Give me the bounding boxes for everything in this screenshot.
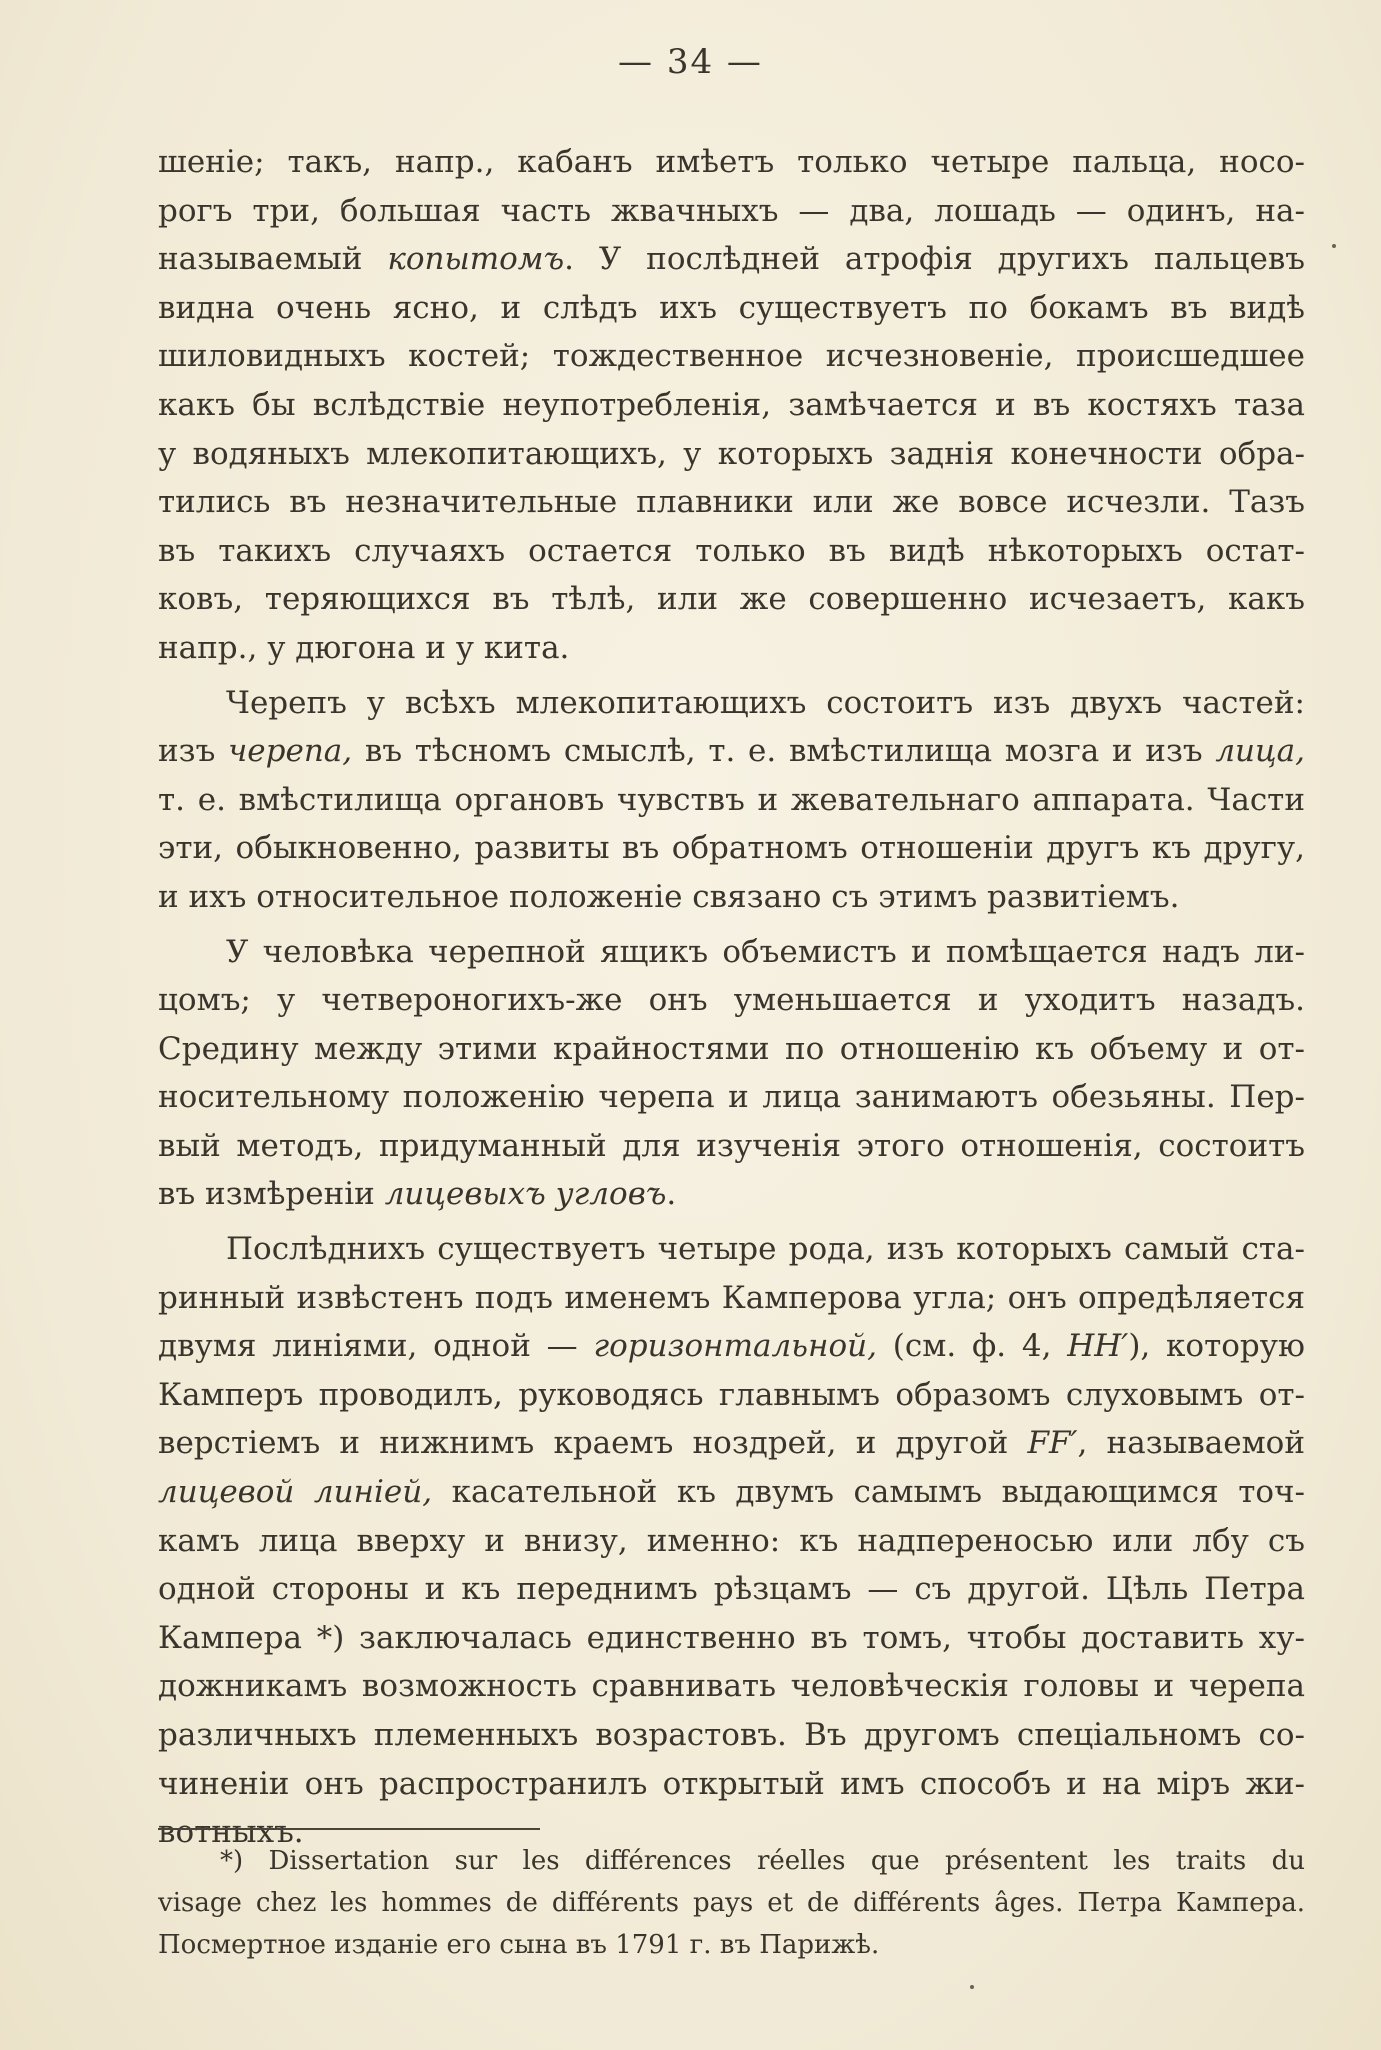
text-line: носительному положенiю черепа и лица занимаютъ обезьяны. Пер-	[158, 1079, 1305, 1116]
text-line: рогъ три, большая часть жвачныхъ — два, лошадь — одинъ, на-	[158, 192, 1305, 229]
text-line: напр., у дюгона и у кита.	[158, 629, 570, 666]
text-line: дожникамъ возможность сравнивать человѣческiя головы и черепа	[158, 1668, 1305, 1705]
text-line: Кампера *) заключалась единственно въ томъ, чтобы доставить ху-	[158, 1619, 1305, 1656]
text-line: въ измѣренiи лицевыхъ угловъ.	[158, 1176, 677, 1213]
paper-speck	[1332, 244, 1336, 248]
text-line: одной стороны и къ переднимъ рѣзцамъ — съ другой. Цѣль Петра	[158, 1571, 1305, 1608]
text-line: вый методъ, придуманный для изученiя этого отношенiя, состоитъ	[158, 1127, 1305, 1164]
footnote-line: visage chez les hommes de différents pays et de différents âges. Петра Кампера.	[158, 1888, 1305, 1918]
text-line: У человѣка черепной ящикъ объемистъ и помѣщается надъ ли-	[226, 933, 1305, 970]
footnote-divider	[158, 1828, 540, 1830]
text-line: верстiемъ и нижнимъ краемъ ноздрей, и другой FF′, называемой	[158, 1425, 1305, 1462]
text-line: видна очень ясно, и слѣдъ ихъ существуетъ по бокамъ въ видѣ	[158, 289, 1305, 326]
text-line: ковъ, теряющихся въ тѣлѣ, или же совершенно исчезаетъ, какъ	[158, 581, 1305, 618]
text-line: и ихъ относительное положенiе связано съ этимъ развитiемъ.	[158, 878, 1180, 915]
paper-speck	[970, 1985, 974, 1989]
text-line: различныхъ племенныхъ возрастовъ. Въ другомъ спецiальномъ со-	[158, 1717, 1305, 1753]
text-line: вотныхъ.	[158, 1814, 304, 1851]
text-line: Средину между этими крайностями по отношенiю къ объему и от-	[158, 1030, 1305, 1067]
text-line: цомъ; у четвероногихъ-же онъ уменьшается и уходитъ назадъ.	[158, 982, 1305, 1019]
text-line: у водяныхъ млекопитающихъ, у которыхъ заднiя конечности обра-	[158, 435, 1305, 472]
text-line: ринный извѣстенъ подъ именемъ Камперова угла; онъ опредѣляется	[158, 1279, 1305, 1316]
text-line: лицевой линiей, касательной къ двумъ самымъ выдающимся точ-	[158, 1474, 1305, 1511]
footnote-line: *) Dissertation sur les différences réelles que présentent les traits du	[220, 1846, 1305, 1876]
text-line: шенiе; такъ, напр., кабанъ имѣетъ только четыре пальца, носо-	[158, 144, 1305, 180]
footnote-line: Посмертное изданiе его сына въ 1791 г. въ Парижѣ.	[158, 1930, 880, 1960]
text-line: Послѣднихъ существуетъ четыре рода, изъ которыхъ самый ста-	[226, 1231, 1305, 1268]
text-line: т. е. вмѣстилища органовъ чувствъ и жевательнаго аппарата. Части	[158, 781, 1305, 818]
text-line: называемый копытомъ. У послѣдней атрофiя другихъ пальцевъ	[158, 241, 1305, 278]
text-line: въ такихъ случаяхъ остается только въ видѣ нѣкоторыхъ остат-	[158, 532, 1305, 569]
text-line: шиловидныхъ костей; тождественное исчезновенiе, происшедшее	[158, 338, 1305, 375]
text-line: какъ бы вслѣдствiе неупотребленiя, замѣчается и въ костяхъ таза	[158, 386, 1305, 423]
footnote	[158, 1840, 1305, 1966]
text-line: камъ лица вверху и внизу, именно: къ надпереносью или лбу съ	[158, 1522, 1305, 1559]
page-number: — 34 —	[618, 42, 763, 82]
text-line: эти, обыкновенно, развиты въ обратномъ отношенiи другъ къ другу,	[158, 830, 1305, 867]
text-line: двумя линiями, одной — горизонтальной, (см. ф. 4, НН′), которую	[158, 1328, 1305, 1365]
text-line: тились въ незначительные плавники или же вовсе исчезли. Тазъ	[158, 484, 1305, 521]
text-line: чиненiи онъ распространилъ открытый имъ способъ и на мiръ жи-	[158, 1765, 1305, 1802]
text-line: Камперъ проводилъ, руководясь главнымъ образомъ слуховымъ от-	[158, 1376, 1305, 1413]
text-line: Черепъ у всѣхъ млекопитающихъ состоитъ изъ двухъ частей:	[226, 684, 1305, 721]
body-text	[158, 138, 1305, 1857]
text-line: изъ черепа, въ тѣсномъ смыслѣ, т. е. вмѣстилища мозга и изъ лица,	[158, 733, 1305, 770]
